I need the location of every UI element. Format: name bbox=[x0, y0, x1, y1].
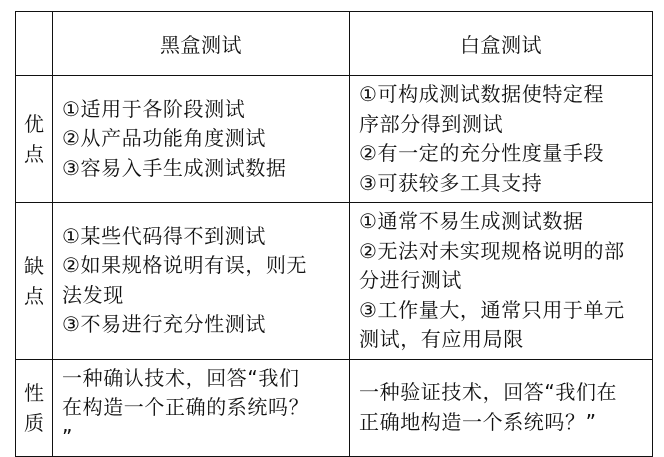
text-line: ①适用于各阶段测试 bbox=[62, 96, 246, 121]
disadvantages-white-box-cell bbox=[350, 203, 653, 360]
label-char: 性 bbox=[24, 380, 44, 405]
label-char: 缺 bbox=[24, 253, 44, 278]
text-line: ②有一定的充分性度量手段 bbox=[359, 141, 605, 165]
text-line: 测试，有应用局限 bbox=[359, 327, 524, 351]
header-row bbox=[16, 12, 653, 76]
header-corner-cell bbox=[16, 12, 53, 76]
header-black-box: 黑盒测试 bbox=[53, 12, 350, 76]
comparison-table bbox=[15, 11, 653, 457]
disadvantages-label bbox=[16, 203, 53, 360]
advantages-white-box-cell bbox=[350, 76, 653, 203]
text-line: ②从产品功能角度测试 bbox=[62, 126, 266, 151]
label-char: 优 bbox=[24, 112, 44, 136]
advantages-row bbox=[16, 76, 653, 203]
nature-black-box-cell bbox=[53, 359, 350, 457]
nature-row bbox=[16, 359, 653, 457]
text-line: ③工作量大，通常只用于单元 bbox=[359, 297, 625, 322]
nature-white-box-cell bbox=[350, 359, 653, 457]
advantages-black-box-cell bbox=[53, 76, 350, 203]
text-line: ①通常不易生成测试数据 bbox=[359, 209, 584, 233]
text-line: ②如果规格说明有误，则无 bbox=[62, 253, 308, 278]
text-line: ①某些代码得不到测试 bbox=[62, 223, 266, 248]
text-line: ②无法对未实现规格说明的部 bbox=[359, 238, 625, 263]
disadvantages-black-box-cell bbox=[53, 203, 350, 360]
advantages-label bbox=[16, 76, 53, 203]
disadvantages-row bbox=[16, 203, 653, 360]
label-char: 点 bbox=[24, 142, 44, 166]
text-line: ③容易入手生成测试数据 bbox=[62, 155, 287, 180]
nature-label bbox=[16, 359, 53, 457]
label-char: 点 bbox=[24, 283, 44, 308]
header-white-box: 白盒测试 bbox=[350, 12, 653, 76]
text-line: 法发现 bbox=[62, 282, 124, 307]
text-line: 分进行测试 bbox=[359, 268, 462, 292]
text-line: 在构造一个正确的系统吗？ bbox=[62, 395, 310, 419]
text-line: ” bbox=[62, 424, 73, 449]
text-line: 一种验证技术，回答“我们在 bbox=[359, 380, 618, 405]
label-char: 质 bbox=[24, 410, 44, 435]
text-line: 正确地构造一个系统吗？” bbox=[359, 409, 597, 434]
text-line: ③可获较多工具支持 bbox=[359, 170, 543, 195]
text-line: 序部分得到测试 bbox=[359, 111, 504, 136]
text-line: ③不易进行充分性测试 bbox=[62, 312, 266, 337]
text-line: 一种确认技术，回答“我们 bbox=[62, 365, 300, 390]
text-line: ①可构成测试数据使特定程 bbox=[359, 82, 605, 106]
